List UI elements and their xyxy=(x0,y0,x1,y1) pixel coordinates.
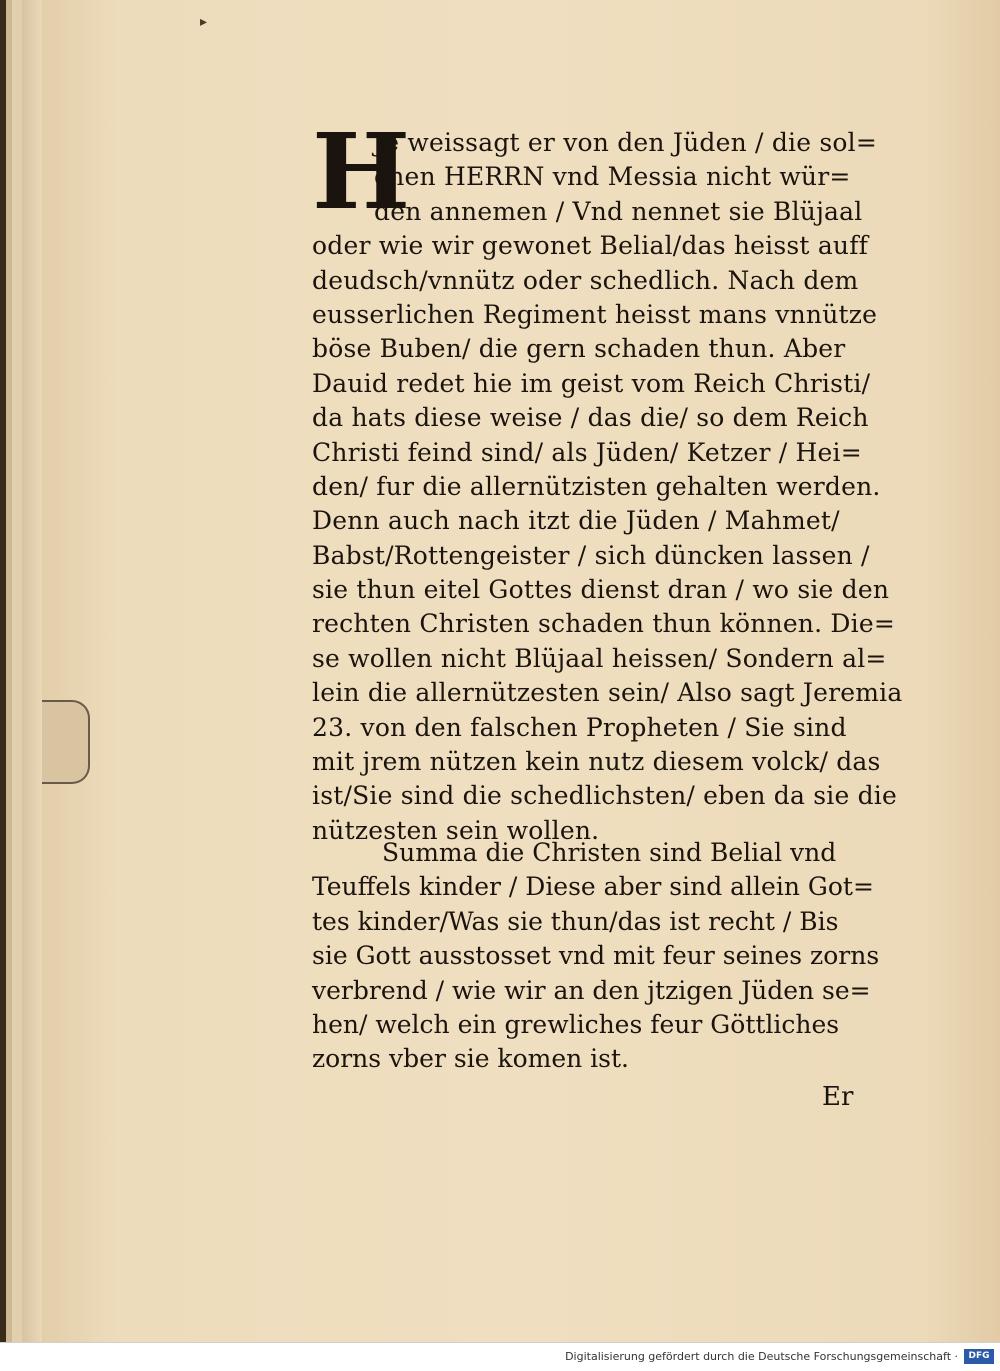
text-line: tes kinder/Was sie thun/das ist recht / Bis xyxy=(312,906,839,936)
text-line: ist/Sie sind die schedlichsten/ eben da sie die xyxy=(312,781,897,811)
text-line: oder wie wir gewonet Belial/das heisst auff xyxy=(312,231,869,261)
footer-credit: Digitalisierung gefördert durch die Deutsche Forschungsgemeinschaft · xyxy=(565,1350,958,1363)
text-line: böse Buben/ die gern schaden thun. Aber xyxy=(312,334,846,364)
clip-mark xyxy=(42,700,90,784)
corner-mark: ▸ xyxy=(200,14,208,30)
text-line: lein die allernützesten sein/ Also sagt Jeremia xyxy=(312,678,903,708)
text-line: zorns vber sie komen ist. xyxy=(312,1044,630,1074)
text-line: rechten Christen schaden thun können. Die= xyxy=(312,609,895,639)
catchword: Er xyxy=(822,1082,854,1112)
paragraph-1 xyxy=(312,126,912,848)
dfg-logo[interactable]: DFG xyxy=(964,1349,994,1364)
page-edge xyxy=(22,0,42,1342)
text-line: nützesten sein wollen. xyxy=(312,815,600,845)
text-line: Babst/Rottengeister / sich düncken lassen / xyxy=(312,540,870,570)
text-line: hen/ welch ein grewliches feur Göttliches xyxy=(312,1009,840,1039)
text-line: sie Gott ausstosset vnd mit feur seines zorns xyxy=(312,941,880,971)
text-line: den/ fur die allernützisten gehalten werden. xyxy=(312,471,881,501)
text-line: Summa die Christen sind Belial vnd xyxy=(382,838,837,867)
text-line: Je weissagt er von den Jüden / die sol= xyxy=(374,128,877,157)
text-line: Teuffels kinder / Diese aber sind allein Got= xyxy=(312,872,874,902)
text-line: chen HERRN vnd Messia nicht wür= xyxy=(374,162,851,192)
text-line: sie thun eitel Gottes dienst dran / wo sie den xyxy=(312,575,890,605)
text-line: den annemen / Vnd nennet sie Blüjaal xyxy=(374,196,863,226)
text-line: Christi feind sind/ als Jüden/ Ketzer / Hei= xyxy=(312,437,862,467)
text-line: se wollen nicht Blüjaal heissen/ Sondern al= xyxy=(312,643,887,673)
paragraph-2 xyxy=(312,836,912,1077)
text-line: Denn auch nach itzt die Jüden / Mahmet/ xyxy=(312,506,840,536)
digitization-footer xyxy=(0,1342,1000,1371)
drop-cap: H xyxy=(312,110,411,233)
text-line: Dauid redet hie im geist vom Reich Christi/ xyxy=(312,368,871,398)
text-line: mit jrem nützen kein nutz diesem volck/ das xyxy=(312,747,881,777)
text-line: verbrend / wie wir an den jtzigen Jüden se= xyxy=(312,975,871,1005)
text-line: eusserlichen Regiment heisst mans vnnütze xyxy=(312,299,878,329)
text-line: deudsch/vnnütz oder schedlich. Nach dem xyxy=(312,265,859,295)
text-line: 23. von den falschen Propheten / Sie sind xyxy=(312,712,847,742)
text-line: da hats diese weise / das die/ so dem Reich xyxy=(312,403,869,433)
